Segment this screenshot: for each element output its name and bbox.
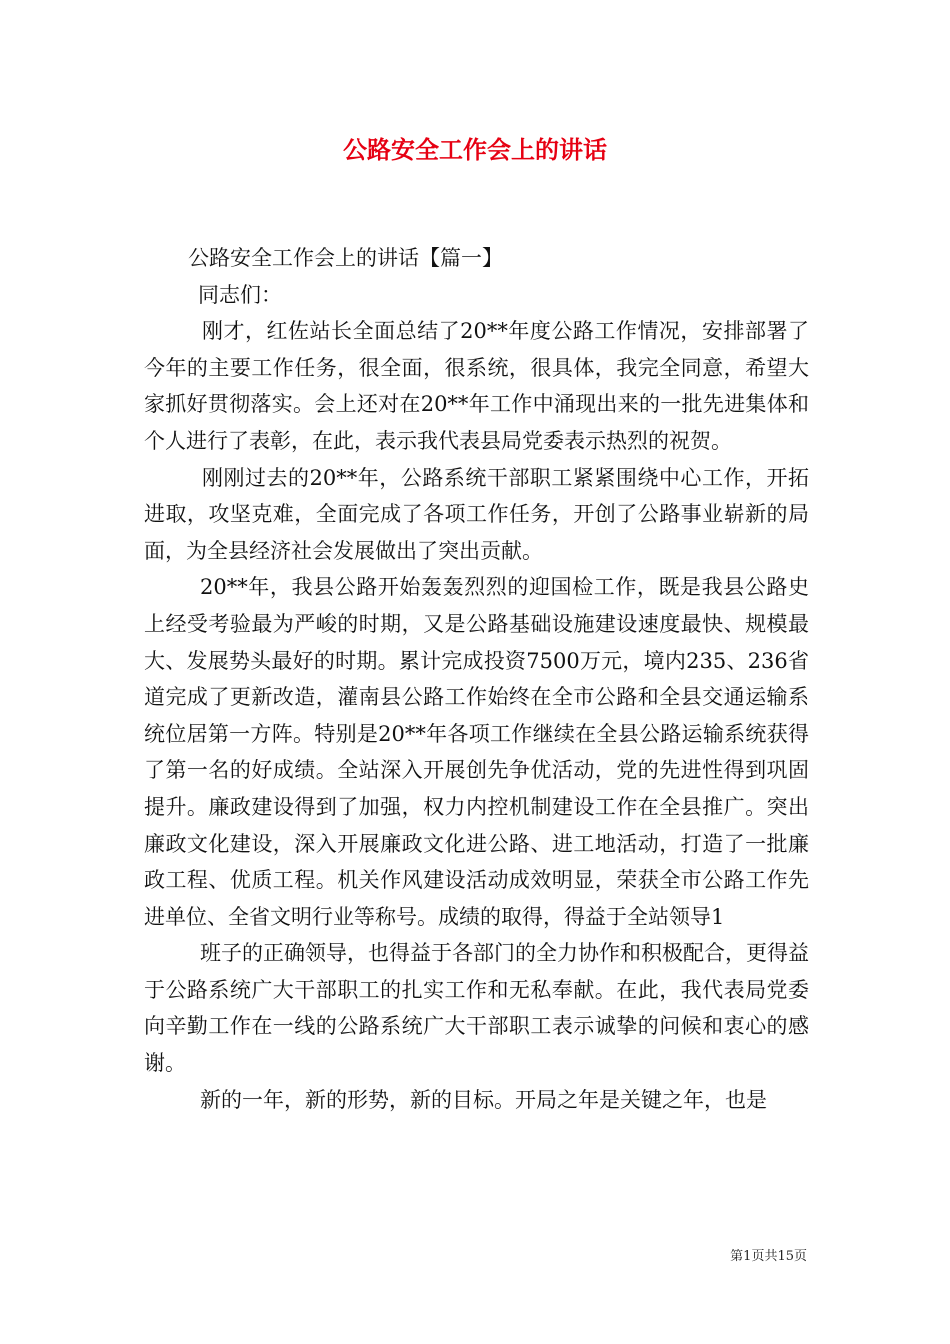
salutation: 同志们： (198, 282, 282, 307)
document-title: 公路安全工作会上的讲话 (343, 135, 607, 164)
section-heading: 公路安全工作会上的讲话【篇一】 (188, 246, 503, 270)
paragraph: 刚才，红佐站长全面总结了20**年度公路工作情况，安排部署了今年的主要工作任务，很全面，很系统，很具体，我完全同意，希望大家抓好贯彻落实。会上还对在20**年工作中涌现出来的一批先进集体和个人进行了表彰，在此，表示我代表县局党委表示热烈的祝贺。 (144, 319, 809, 453)
paragraph: 班子的正确领导，也得益于各部门的全力协作和积极配合，更得益于公路系统广大干部职工的扎实工作和无私奉献。在此，我代表局党委向辛勤工作在一线的公路系统广大干部职工表示诚挚的问候和衷心的感谢。 (144, 941, 809, 1076)
paragraph: 20**年，我县公路开始轰轰烈烈的迎国检工作，既是我县公路史上经受考验最为严峻的时期，又是公路基础设施建设速度最快、规模最大、发展势头最好的时期。累计完成投资7500万元，境内235、236省道完成了更新改造，灌南县公路工作始终在全市公路和全县交通运输系统位居第一方阵。特别是20**年各项工作继续在全县公路运输系统获得了第一名的好成绩。全站深入开展创先争优活动，党的先进性得到巩固提升。廉政建设得到了加强，权力内控机制建设工作在全县推广。突出廉政文化建设，深入开展廉政文化进公路、进工地活动，打造了一批廉政工程、优质工程。机关作风建设活动成效明显，荣获全市公路工作先进单位、全省文明行业等称号。成绩的取得，得益于全站领导1 (144, 575, 809, 929)
paragraph: 新的一年，新的形势，新的目标。开局之年是关键之年，也是 (200, 1087, 767, 1112)
page-number-footer: 第1页共15页 (730, 1249, 807, 1264)
paragraph: 刚刚过去的20**年，公路系统干部职工紧紧围绕中心工作，开拓进取，攻坚克难，全面完成了各项工作任务，开创了公路事业崭新的局面，为全县经济社会发展做出了突出贡献。 (144, 465, 809, 563)
document-body (144, 240, 809, 1118)
